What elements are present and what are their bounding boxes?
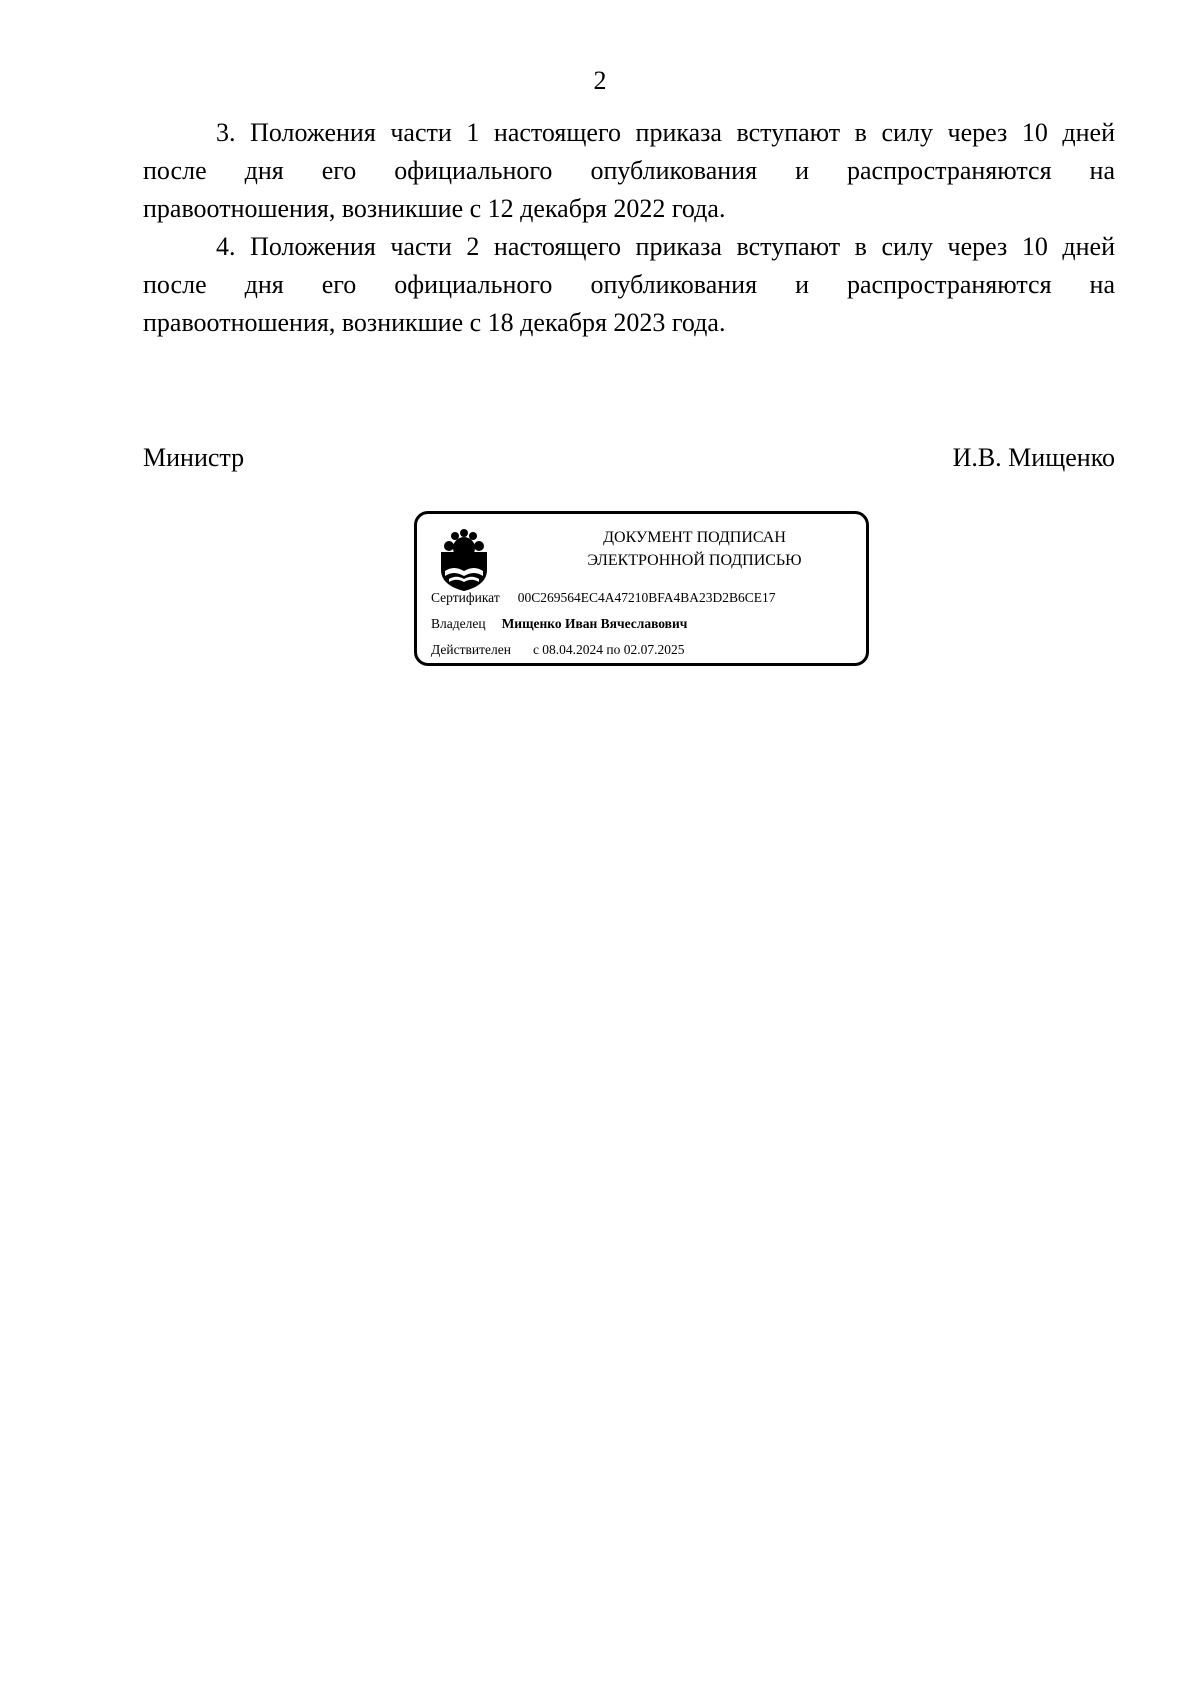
validity-label: Действителен	[431, 642, 511, 657]
paragraph-line: правоотношения, возникшие с 18 декабря 2023 года.	[143, 308, 726, 337]
stamp-title-line: ДОКУМЕНТ ПОДПИСАН	[603, 529, 786, 546]
owner-value: Мищенко Иван Вячеславович	[501, 616, 688, 631]
paragraph-4	[143, 228, 1115, 342]
validity-value: с 08.04.2024 по 02.07.2025	[532, 642, 685, 657]
stamp-certificate-row	[431, 589, 776, 607]
signatory-position: Министр	[143, 443, 245, 472]
paragraph-line: после дня его официального опубликования и распространяются на	[143, 156, 1115, 185]
paragraph-line: после дня его официального опубликования и распространяются на	[143, 270, 1115, 299]
signature-block	[143, 443, 1115, 473]
paragraph-line: правоотношения, возникшие с 12 декабря 2022 года.	[143, 194, 726, 223]
electronic-signature-stamp	[414, 511, 869, 666]
document-body	[143, 114, 1115, 342]
coat-of-arms-icon	[435, 526, 493, 592]
stamp-validity-row	[431, 641, 685, 659]
paragraph-3	[143, 114, 1115, 228]
stamp-title-line: ЭЛЕКТРОННОЙ ПОДПИСЬЮ	[587, 552, 802, 569]
certificate-value: 00C269564EC4A47210BFA4BA23D2B6CE17	[517, 590, 776, 605]
page-number: 2	[593, 66, 607, 95]
certificate-label: Сертификат	[431, 590, 500, 605]
signatory-name: И.В. Мищенко	[952, 443, 1115, 472]
owner-label: Владелец	[431, 616, 486, 631]
paragraph-line: 4. Положения части 2 настоящего приказа вступают в силу через 10 дней	[216, 232, 1115, 261]
stamp-title	[527, 526, 862, 572]
stamp-owner-row	[431, 615, 687, 633]
paragraph-line: 3. Положения части 1 настоящего приказа вступают в силу через 10 дней	[216, 118, 1115, 147]
